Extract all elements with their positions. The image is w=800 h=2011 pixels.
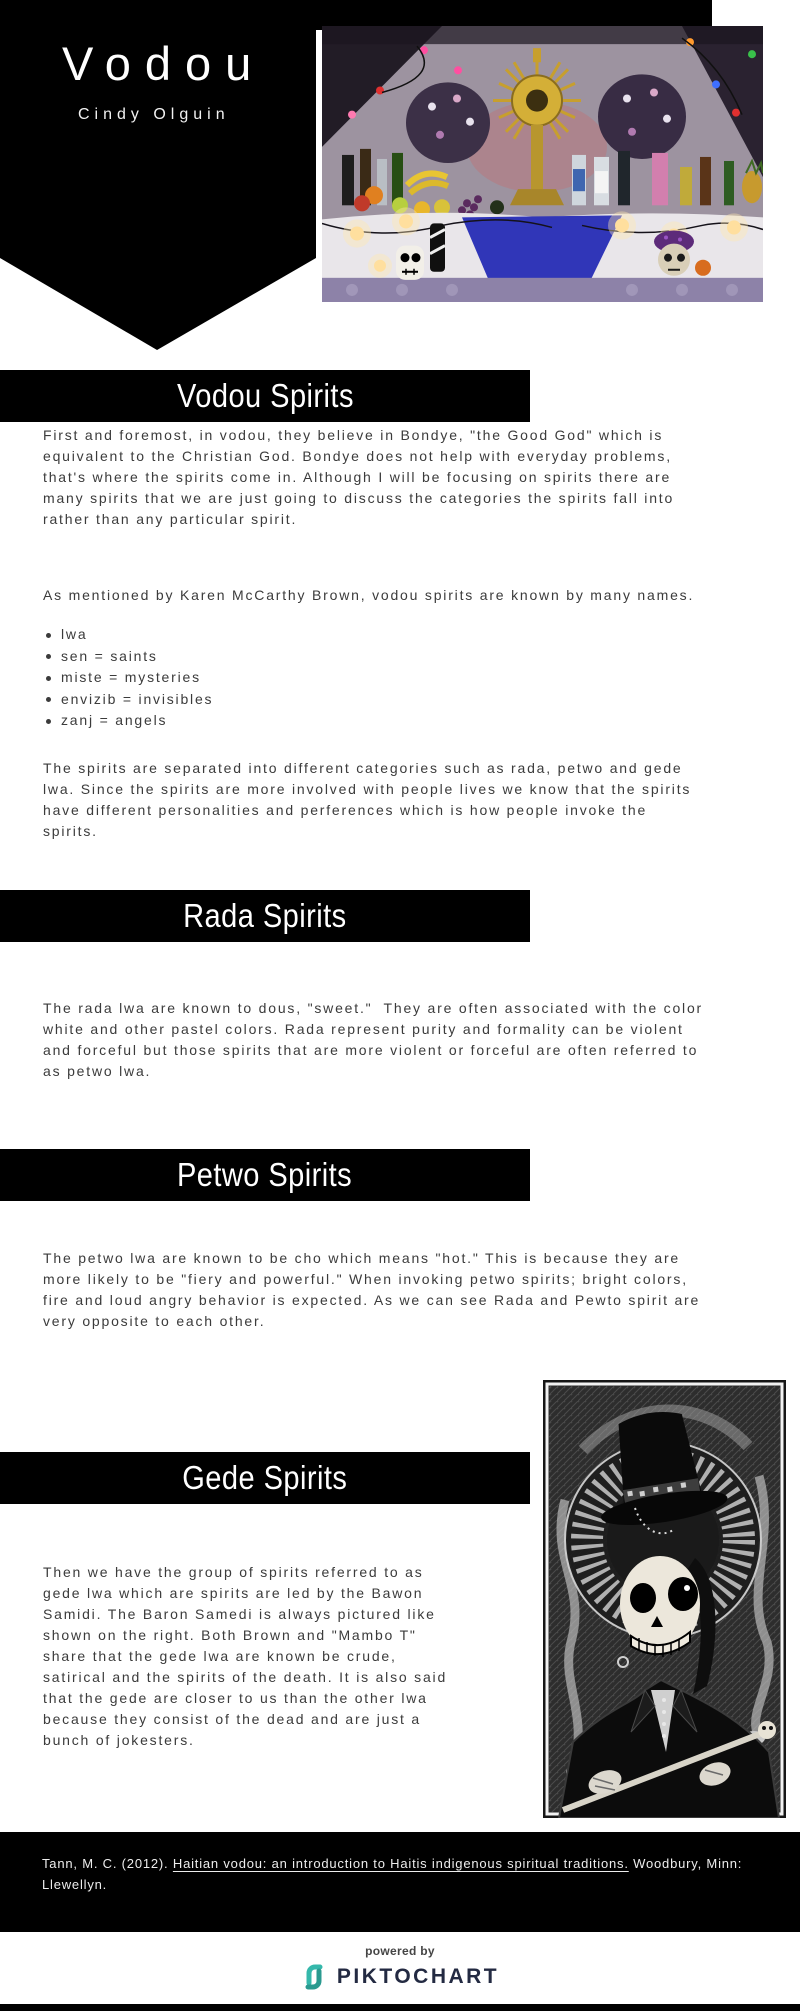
section-header-rada-spirits [0, 890, 530, 942]
author-name: Cindy Olguin [78, 106, 230, 123]
paragraph-spirit-names: As mentioned by Karen McCarthy Brown, vodou spirits are known by many names. [43, 587, 695, 603]
section-header-gede-spirits [0, 1452, 530, 1504]
citation-footer [0, 1832, 800, 1932]
section-title: Petwo Spirits [177, 1156, 353, 1193]
section-header-petwo-spirits [0, 1149, 530, 1201]
citation-text [42, 1853, 758, 1895]
piktochart-wordmark: PIKTOCHART [336, 1965, 500, 1988]
list-item-label: zanj = angels [61, 712, 168, 728]
section-title: Vodou Spirits [176, 377, 354, 414]
list-item-label: lwa [61, 626, 88, 642]
list-item-label: miste = mysteries [61, 669, 201, 685]
paragraph-gede: Then we have the group of spirits referred to as gede lwa which are spirits are led by the Bawon Samidi. The Baron Samedi is always pictured like shown on the right. Both Brown and "Mambo T" share that the gede lwa are known be crude, satirical and the spirits of the death. It is also said that the gede are closer to us than the other lwa because they consist of the dead and are just a bunch of jokesters. [43, 1564, 453, 1748]
citation-suffix: Woodbury, Minn: Llewellyn. [42, 1856, 747, 1892]
citation-prefix: Tann, M. C. (2012). [42, 1856, 173, 1871]
bullet-icon [46, 697, 51, 702]
list-item [46, 646, 213, 668]
paragraph-vodou-intro: First and foremost, in vodou, they believe in Bondye, "the Good God" which is equivalent to the Christian God. Bondye does not help with everyday problems, that's where the spirits come in. Although I will be focusing on spirits there are many spirits that we are just going to discuss the categories the spirits fall into rather than any particular spirit. [43, 427, 680, 527]
bullet-icon [46, 654, 51, 659]
list-item [46, 624, 213, 646]
section-title: Rada Spirits [183, 897, 347, 934]
piktochart-logo[interactable] [0, 1962, 800, 1992]
bullet-icon [46, 719, 51, 724]
list-item [46, 689, 213, 711]
paragraph-rada: The rada lwa are known to dous, "sweet." They are often associated with the color white and other pastel colors. Rada represent purity and formality can be violent and forceful but those spirits that are more violent or forceful are often referred to as petwo lwa. [43, 1000, 709, 1079]
vodou-altar-photo [322, 26, 763, 302]
powered-by-label: powered by [365, 1944, 435, 1958]
bottom-black-strip [0, 2004, 800, 2011]
list-item [46, 710, 213, 732]
page-title: Vodou [62, 37, 266, 90]
list-item-label: sen = saints [61, 647, 158, 664]
bullet-icon [46, 676, 51, 681]
baron-samedi-illustration [543, 1380, 786, 1818]
title-banner-point [0, 258, 316, 350]
citation-link[interactable]: Haitian vodou: an introduction to Haitis indigenous spiritual traditions. [172, 1856, 629, 1871]
paragraph-spirit-categories: The spirits are separated into different categories such as rada, petwo and gede lwa. Since the spirits are more involved with people lives we know that the spirits have different personalities and perferences which is how people invoke the spirits. [43, 760, 697, 839]
section-title: Gede Spirits [182, 1459, 348, 1496]
piktochart-logo-icon [301, 1962, 327, 1992]
section-header-vodou-spirits [0, 370, 530, 422]
spirit-names-list [46, 624, 213, 732]
list-item-label: envizib = invisibles [61, 690, 214, 707]
bullet-icon [46, 633, 51, 638]
paragraph-petwo: The petwo lwa are known to be cho which means "hot." This is because they are more likely to be "fiery and powerful." When invoking petwo spirits; bright colors, fire and loud angry behavior is expected. As we can see Rada and Pewto spirit are very opposite to each other. [43, 1250, 706, 1329]
list-item [46, 667, 213, 689]
